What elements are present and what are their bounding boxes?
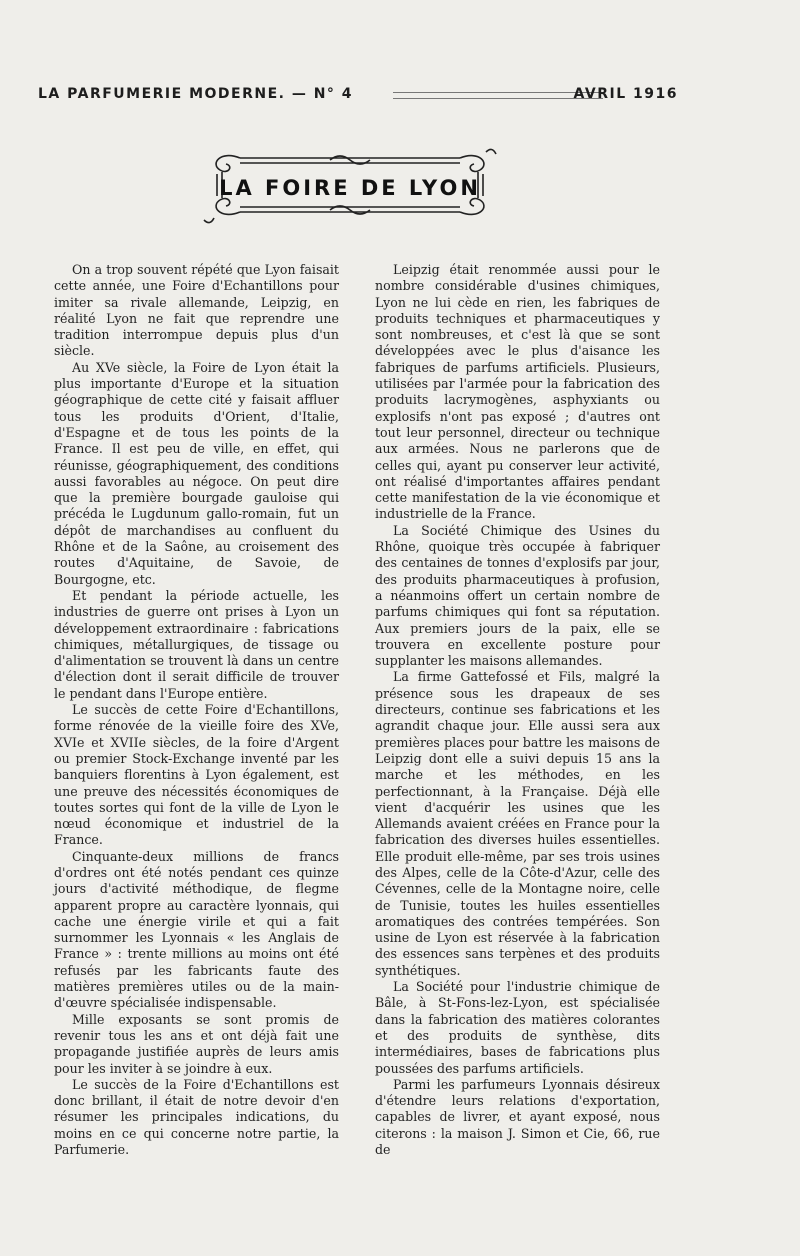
paragraph: Cinquante-deux millions de francs d'ordres ont été notés pendant ces quinze jours d'activité méthodique, de flegme apparent propre au caractère lyonnais, qui cache une énergie virile et qui a fait surnommer les Lyonnais « les Anglais de France » : trente millions au moins ont été refusés par les fabricants faute des matières premières utiles ou de la main-d'œuvre spécialisée indispensable. bbox=[54, 848, 339, 1011]
paragraph: La Société pour l'industrie chimique de Bâle, à St-Fons-lez-Lyon, est spécialisée dans la fabrication des matières colorantes et des produits de synthèse, dits intermédiaires, bases de fabrications plus poussées des parfums artificiels. bbox=[375, 979, 660, 1076]
article-title: LA FOIRE DE LYON bbox=[219, 176, 481, 200]
paragraph: On a trop souvent répété que Lyon faisait cette année, une Foire d'Echantillons pour imiter sa rivale allemande, Leipzig, en réalité Lyon ne fait que reprendre une tradition interrompue depuis plus d'un siècle. bbox=[54, 262, 339, 359]
issue-date: AVRIL 1916 bbox=[573, 86, 678, 102]
title-ornament-frame bbox=[200, 140, 500, 230]
paragraph: Mille exposants se sont promis de revenir tous les ans et ont déjà fait une propagande justifiée auprès de leurs amis pour les inviter à se joindre à eux. bbox=[54, 1011, 339, 1076]
left-column bbox=[54, 262, 339, 1158]
right-column bbox=[375, 262, 660, 1158]
paragraph: Au XVe siècle, la Foire de Lyon était la plus importante d'Europe et la situation géographique de cette cité y faisait affluer tous les produits d'Orient, d'Italie, d'Espagne et de tous les points de la France. Il est peu de ville, en effet, qui réunisse, géographiquement, des conditions aussi favorables au négoce. On peut dire que la première bourgade gauloise qui précéda le Lugdunum gallo-romain, fut un dépôt de marchandises au confluent du Rhône et de la Saône, au croisement des routes d'Aquitaine, de Savoie, de Bourgogne, etc. bbox=[54, 359, 339, 587]
paragraph: Et pendant la période actuelle, les industries de guerre ont prises à Lyon un développement extraordinaire : fabrications chimiques, métallurgiques, de tissage ou d'alimentation se trouvent là dans un centre d'élection dont il serait difficile de trouver le pendant dans l'Europe entière. bbox=[54, 587, 339, 701]
header-rule bbox=[393, 92, 603, 99]
paragraph: La firme Gattefossé et Fils, malgré la présence sous les drapeaux de ses directeurs, continue ses fabrications et les agrandit chaque jour. Elle aussi sera aux premières places pour battre les maisons de Leipzig dont elle a suivi depuis 15 ans la marche et les méthodes, en les perfectionnant, à la Française. Déjà elle vient d'acquérir les usines que les Allemands avaient créées en France pour la fabrication des diverses huiles essentielles. Elle produit elle-même, par ses trois usines des Alpes, celle de la Côte-d'Azur, celle des Cévennes, celle de la Montagne noire, celle de Tunisie, toutes les huiles essentielles aromatiques des contrées tempérées. Son usine de Lyon est réservée à la fabrication des essences sans terpènes et des produits synthétiques. bbox=[375, 669, 660, 978]
paragraph: La Société Chimique des Usines du Rhône, quoique très occupée à fabriquer des centaines de tonnes d'explosifs par jour, des produits pharmaceutiques à profusion, a néanmoins offert un certain nombre de parfums chimiques qui font sa réputation. Aux premiers jours de la paix, elle se trouvera en excellente posture pour supplanter les maisons allemandes. bbox=[375, 522, 660, 669]
paragraph: Leipzig était renommée aussi pour le nombre considérable d'usines chimiques, Lyon ne lui cède en rien, les fabriques de produits techniques et pharmaceutiques y sont nombreuses, et c'est là que se sont développées avec le plus d'aisance les fabriques de parfums artificiels. Plusieurs, utilisées par l'armée pour la fabrication des produits lacrymogènes, asphyxiants ou explosifs n'ont pas exposé ; d'autres ont tout leur personnel, directeur ou technique aux armées. Nous ne parlerons que de celles qui, ayant pu conserver leur activité, ont réalisé d'importantes affaires pendant cette manifestation de la vie économique et industrielle de la France. bbox=[375, 262, 660, 522]
paragraph: Le succès de cette Foire d'Echantillons, forme rénovée de la vieille foire des XVe, XVIe et XVIIe siècles, de la foire d'Argent ou premier Stock-Exchange inventé par les banquiers florentins à Lyon également, est une preuve des nécessités économiques de toutes sortes qui font de la ville de Lyon le nœud économique et industriel de la France. bbox=[54, 702, 339, 848]
paragraph: Parmi les parfumeurs Lyonnais désireux d'étendre leurs relations d'exportation, capables de livrer, et ayant exposé, nous citerons : la maison J. Simon et Cie, 66, rue de bbox=[375, 1076, 660, 1158]
running-header bbox=[38, 84, 678, 106]
journal-name: LA PARFUMERIE MODERNE. — N° 4 bbox=[38, 86, 354, 102]
paragraph: Le succès de la Foire d'Echantillons est donc brillant, il était de notre devoir d'en résumer les principales indications, du moins en ce qui concerne notre partie, la Parfumerie. bbox=[54, 1076, 339, 1158]
